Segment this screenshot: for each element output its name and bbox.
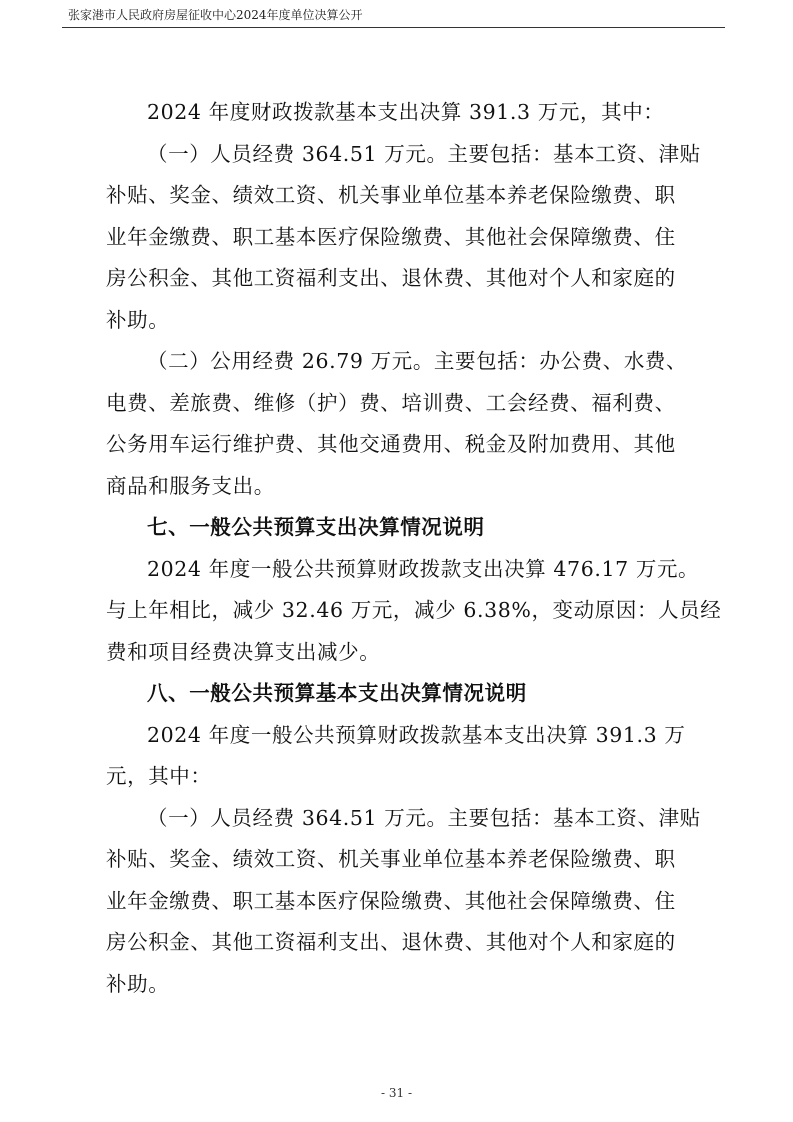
- page-number: - 31 -: [380, 1086, 412, 1100]
- document-body: [106, 92, 722, 1005]
- paragraph-line: 补助。: [106, 971, 170, 996]
- paragraph-line: （一）人员经费 364.51 万元。主要包括：基本工资、津贴: [147, 805, 701, 830]
- paragraph-line: 业年金缴费、职工基本医疗保险缴费、其他社会保障缴费、住: [106, 224, 676, 249]
- paragraph-line: 公务用车运行维护费、其他交通费用、税金及附加费用、其他: [106, 432, 676, 456]
- paragraph-line: 补贴、奖金、绩效工资、机关事业单位基本养老保险缴费、职: [106, 847, 676, 871]
- paragraph-line: 费和项目经费决算支出减少。: [106, 639, 381, 664]
- paragraph-line: 补助。: [106, 307, 170, 332]
- paragraph-line: 房公积金、其他工资福利支出、退休费、其他对个人和家庭的: [106, 930, 676, 954]
- section-heading: 八、一般公共预算基本支出决算情况说明: [147, 681, 527, 705]
- paragraph-line: 电费、差旅费、维修（护）费、培训费、工会经费、福利费、: [106, 390, 676, 415]
- paragraph-line: （一）人员经费 364.51 万元。主要包括：基本工资、津贴: [147, 141, 701, 166]
- paragraph-line: 商品和服务支出。: [106, 473, 275, 498]
- paragraph-line: 元，其中：: [106, 764, 212, 788]
- page-header: 张家港市人民政府房屋征收中心2024年度单位决算公开: [68, 8, 363, 22]
- paragraph-line: 2024 年度一般公共预算财政拨款基本支出决算 391.3 万: [147, 722, 686, 747]
- paragraph-line: 2024 年度财政拨款基本支出决算 391.3 万元，其中：: [147, 100, 665, 124]
- paragraph-line: 补贴、奖金、绩效工资、机关事业单位基本养老保险缴费、职: [106, 183, 676, 207]
- paragraph-line: 房公积金、其他工资福利支出、退休费、其他对个人和家庭的: [106, 266, 676, 290]
- paragraph-line: 与上年相比，减少 32.46 万元，减少 6.38%，变动原因：人员经: [106, 598, 722, 622]
- header-rule: [62, 27, 725, 28]
- paragraph-line: （二）公用经费 26.79 万元。主要包括：办公费、水费、: [147, 349, 688, 373]
- paragraph-line: 2024 年度一般公共预算财政拨款支出决算 476.17 万元。: [147, 556, 700, 581]
- section-heading: 七、一般公共预算支出决算情况说明: [147, 515, 485, 539]
- paragraph-line: 业年金缴费、职工基本医疗保险缴费、其他社会保障缴费、住: [106, 888, 676, 913]
